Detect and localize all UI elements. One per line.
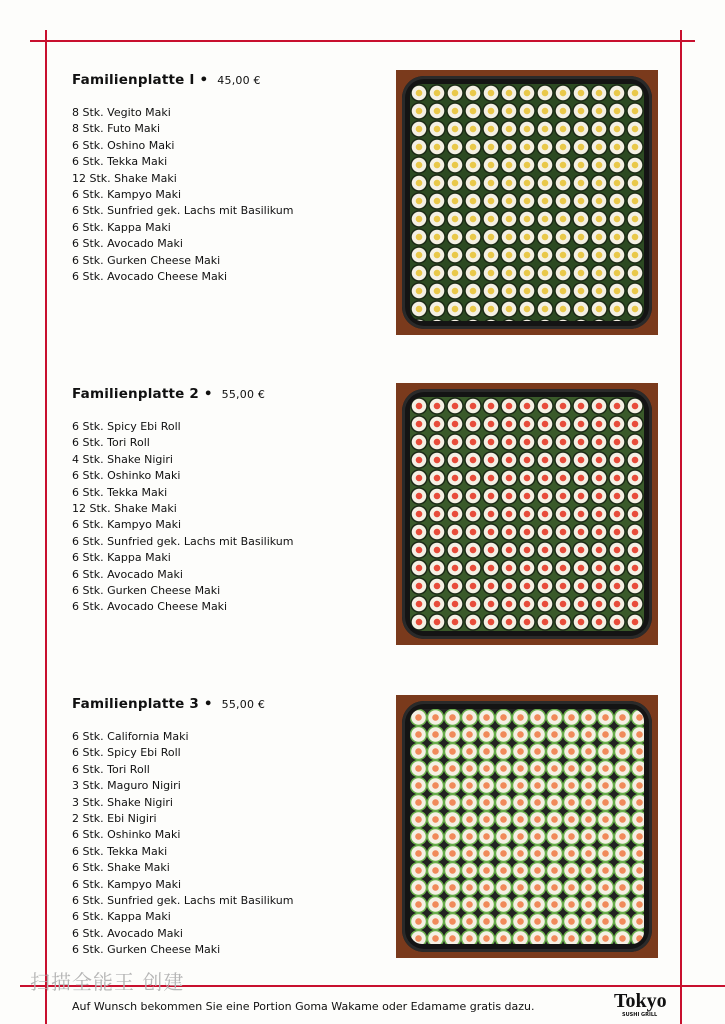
list-item: 6 Stk. Oshino Maki	[72, 138, 175, 152]
scanner-watermark: 扫描全能王 创建	[30, 970, 185, 994]
list-item: 2 Stk. Ebi Nigiri	[72, 812, 157, 826]
platter-photo-3	[396, 695, 658, 958]
list-item: 6 Stk. Shake Maki	[72, 861, 170, 875]
footer-note: Auf Wunsch bekommen Sie eine Portion Goma Wakame oder Edamame gratis dazu.	[72, 1000, 535, 1013]
list-item: 6 Stk. Tekka Maki	[72, 155, 168, 169]
list-item: 12 Stk. Shake Maki	[72, 171, 177, 185]
platter-items	[72, 419, 372, 616]
list-item: 6 Stk. Tori Roll	[72, 436, 150, 450]
platter-photo-2	[396, 383, 658, 645]
list-item: 6 Stk. Kappa Maki	[72, 910, 171, 924]
list-item: 6 Stk. Sunfried gek. Lachs mit Basilikum	[72, 204, 294, 218]
platter-price: 45,00 €	[217, 74, 261, 87]
platter-name: Familienplatte I	[72, 72, 195, 88]
list-item: 6 Stk. Kappa Maki	[72, 220, 171, 234]
list-item: 6 Stk. Gurken Cheese Maki	[72, 943, 221, 957]
list-item: 3 Stk. Shake Nigiri	[72, 795, 173, 809]
tokyo-logo: Tokyo SUSHI GRILL	[614, 990, 667, 1018]
list-item: 6 Stk. Kappa Maki	[72, 551, 171, 565]
list-item: 6 Stk. Sunfried gek. Lachs mit Basilikum	[72, 894, 294, 908]
list-item: 4 Stk. Shake Nigiri	[72, 452, 173, 466]
frame-left-line	[45, 30, 47, 1024]
platter-price: 55,00 €	[221, 388, 266, 401]
list-item: 6 Stk. Spicy Ebi Roll	[72, 746, 181, 760]
list-item: 6 Stk. Oshinko Maki	[72, 828, 181, 842]
list-item: 6 Stk. Gurken Cheese Maki	[72, 253, 221, 267]
list-item: 6 Stk. Avocado Cheese Maki	[72, 600, 228, 614]
platter-title: Familienplatte 3 • 55,00 €	[72, 696, 266, 712]
list-item: 6 Stk. Tekka Maki	[72, 485, 168, 499]
list-item: 8 Stk. Vegito Maki	[72, 106, 171, 119]
list-item: 6 Stk. Oshinko Maki	[72, 469, 181, 483]
list-item: 6 Stk. Avocado Maki	[72, 237, 183, 251]
list-item: 6 Stk. Tori Roll	[72, 762, 150, 776]
section-familienplatte-2	[72, 386, 372, 616]
list-item: 6 Stk. Kampyo Maki	[72, 877, 182, 891]
list-item: 6 Stk. Sunfried gek. Lachs mit Basilikum	[72, 534, 294, 548]
list-item: 6 Stk. Kampyo Maki	[72, 188, 182, 202]
platter-name: Familienplatte 3	[72, 696, 200, 712]
list-item: 6 Stk. Avocado Maki	[72, 926, 183, 940]
platter-title: Familienplatte 2 • 55,00 €	[72, 386, 266, 402]
list-item: 6 Stk. California Maki	[72, 730, 189, 743]
platter-price: 55,00 €	[221, 698, 266, 711]
list-item: 6 Stk. Avocado Maki	[72, 567, 183, 581]
platter-name: Familienplatte 2	[72, 386, 200, 402]
frame-right-line	[680, 30, 682, 1024]
list-item: 8 Stk. Futo Maki	[72, 122, 161, 136]
platter-items	[72, 105, 372, 285]
section-familienplatte-1	[72, 72, 372, 285]
section-familienplatte-3	[72, 696, 372, 959]
list-item: 6 Stk. Gurken Cheese Maki	[72, 584, 221, 598]
platter-items	[72, 729, 372, 959]
list-item: 6 Stk. Spicy Ebi Roll	[72, 420, 181, 433]
frame-top-line	[30, 40, 695, 42]
list-item: 6 Stk. Avocado Cheese Maki	[72, 270, 228, 284]
list-item: 6 Stk. Tekka Maki	[72, 844, 168, 858]
list-item: 6 Stk. Kampyo Maki	[72, 518, 182, 532]
list-item: 3 Stk. Maguro Nigiri	[72, 779, 181, 793]
platter-photo-1	[396, 70, 658, 335]
platter-title: Familienplatte I • 45,00 €	[72, 72, 261, 88]
list-item: 12 Stk. Shake Maki	[72, 502, 177, 516]
